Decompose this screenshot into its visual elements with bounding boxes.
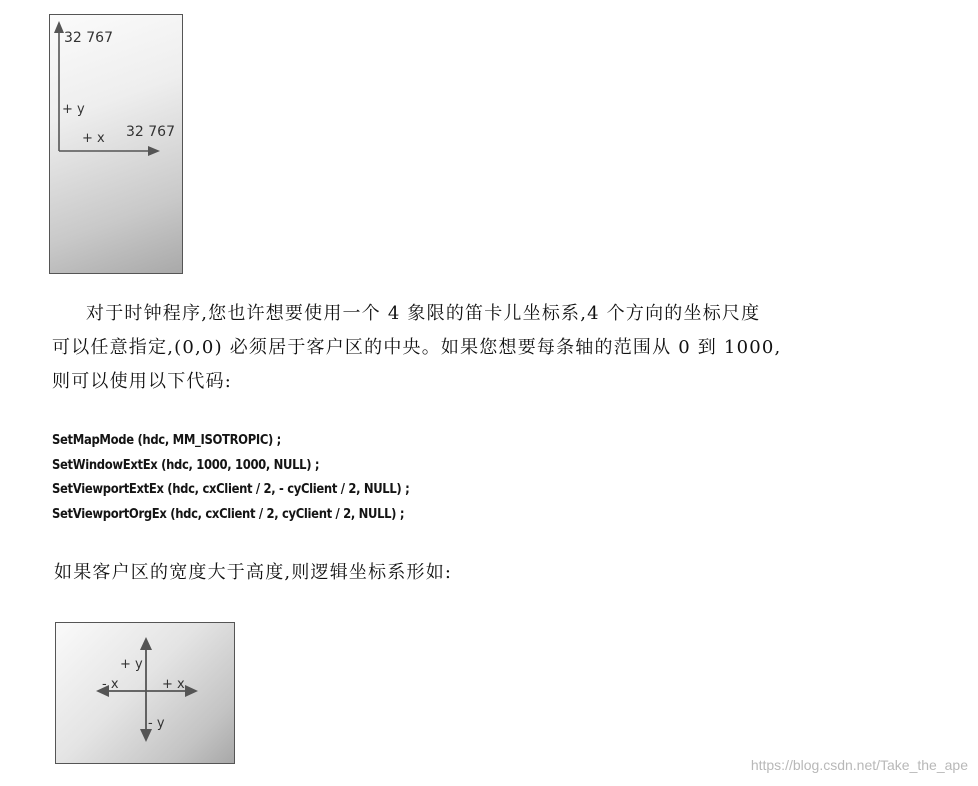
first-quadrant-axes	[50, 15, 182, 273]
code-line: SetViewportOrgEx (hdc, cxClient / 2, cyClient / 2, NULL) ;	[52, 505, 405, 522]
plus-x-label: + x	[82, 131, 105, 146]
four-quadrant-axes	[56, 623, 234, 763]
coordinate-diagram-four-quadrant	[55, 622, 235, 764]
plus-x-label: + x	[162, 677, 185, 692]
coordinate-diagram-first-quadrant	[49, 14, 183, 274]
y-axis-max-label: 32 767	[64, 30, 113, 46]
code-block	[52, 428, 409, 526]
x-axis-max-label: 32 767	[126, 124, 175, 140]
followup-paragraph: 如果客户区的宽度大于高度,则逻辑坐标系形如:	[54, 562, 453, 583]
code-line: SetMapMode (hdc, MM_ISOTROPIC) ;	[52, 432, 281, 448]
up-arrow-icon	[140, 637, 152, 650]
code-line: SetViewportExtEx (hdc, cxClient / 2, - cyClient / 2, NULL) ;	[52, 481, 410, 497]
paragraph-line: 则可以使用以下代码:	[52, 371, 233, 392]
source-watermark: https://blog.csdn.net/Take_the_ape	[750, 757, 968, 773]
right-arrow-icon	[185, 685, 198, 697]
paragraph-line: 可以任意指定,(0,0) 必须居于客户区的中央。如果您想要每条轴的范围从 0 到 1000,	[52, 337, 782, 358]
paragraph-line: 对于时钟程序,您也许想要使用一个 4 象限的笛卡儿坐标系,4 个方向的坐标尺度	[86, 303, 761, 324]
plus-y-label: + y	[62, 102, 85, 117]
code-line: SetWindowExtEx (hdc, 1000, 1000, NULL) ;	[52, 456, 320, 473]
y-axis-arrow-icon	[54, 21, 64, 33]
intro-paragraph	[52, 297, 781, 399]
plus-y-label: + y	[120, 657, 143, 672]
minus-y-label: - y	[148, 716, 165, 731]
x-axis-arrow-icon	[148, 146, 160, 156]
minus-x-label: - x	[102, 677, 119, 692]
